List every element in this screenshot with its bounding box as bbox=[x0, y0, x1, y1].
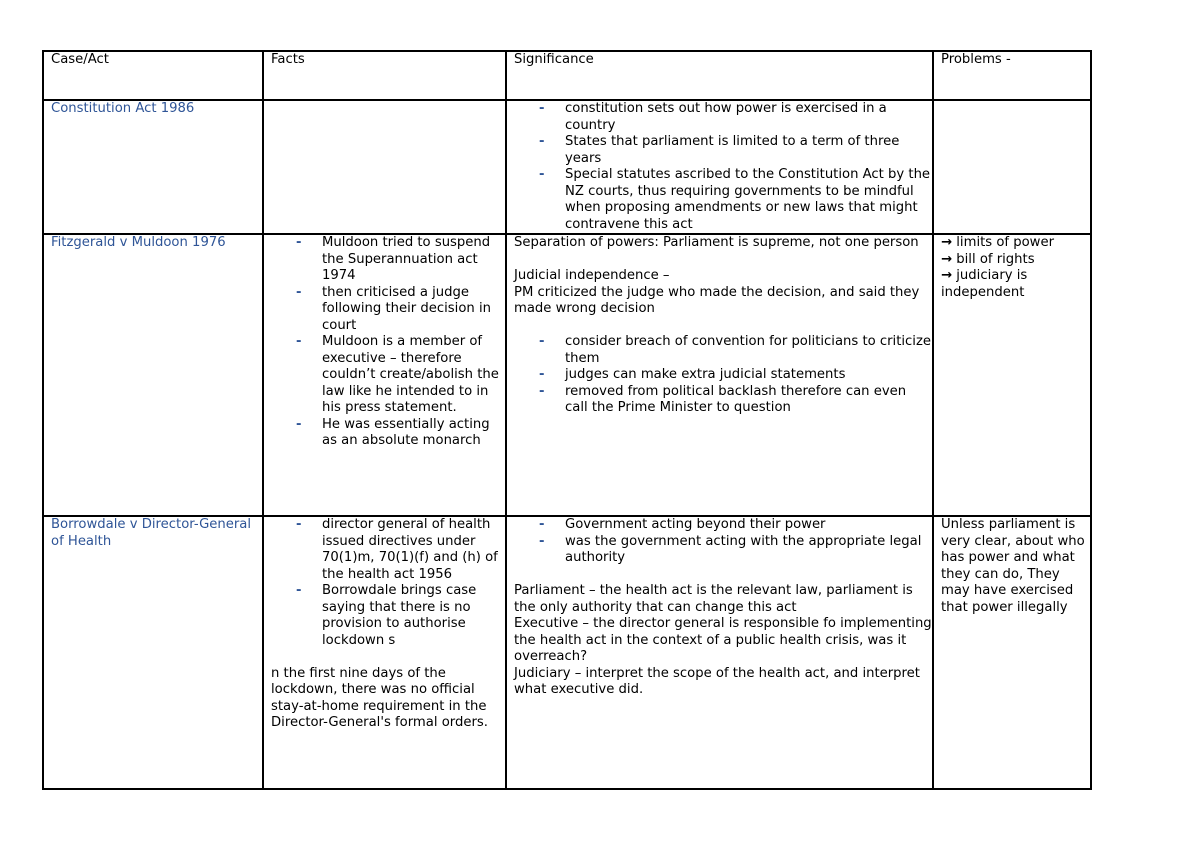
problems-cell bbox=[933, 100, 1091, 234]
list-item: - removed from political backlash therefore can even call the Prime Minister to question bbox=[514, 384, 932, 417]
case-name: Borrowdale v Director-General of Health bbox=[43, 516, 263, 789]
right-arrow-icon: → bbox=[941, 268, 953, 283]
facts-cell bbox=[263, 234, 506, 516]
facts-list bbox=[271, 517, 505, 649]
significance-line: Parliament – the health act is the relevant law, parliament is the only authority that can change this act bbox=[514, 583, 913, 615]
problem-item: → limits of power bbox=[941, 235, 1054, 250]
problems-cell bbox=[933, 234, 1091, 516]
table-row bbox=[43, 100, 1091, 234]
significance-cell bbox=[506, 100, 933, 234]
right-arrow-icon: → bbox=[941, 235, 953, 250]
list-item: - States that parliament is limited to a term of three years bbox=[514, 134, 932, 167]
list-item: - Special statutes ascribed to the Constitution Act by the NZ courts, thus requiring governments to be mindful when proposing amendments or new laws that might contravene this act bbox=[514, 167, 932, 233]
problems-cell bbox=[933, 516, 1091, 789]
case-name: Fitzgerald v Muldoon 1976 bbox=[43, 234, 263, 516]
facts-cell bbox=[263, 516, 506, 789]
header-facts: Facts bbox=[263, 51, 506, 100]
significance-list bbox=[514, 517, 932, 567]
header-problems: Problems - bbox=[933, 51, 1091, 100]
list-item: - was the government acting with the appropriate legal authority bbox=[514, 534, 932, 567]
significance-line: Executive – the director general is responsible fo implementing the health act in the context of a public health crisis, was it overreach? bbox=[514, 616, 932, 664]
significance-list bbox=[514, 334, 932, 417]
significance-list bbox=[514, 101, 932, 233]
significance-text: PM criticized the judge who made the decision, and said they made wrong decision bbox=[514, 284, 920, 316]
list-item: - director general of health issued directives under 70(1)m, 70(1)(f) and (h) of the health act 1956 bbox=[271, 517, 505, 583]
problems-text: Unless parliament is very clear, about who has power and what they can do, They may have exercised that power illegally bbox=[941, 517, 1085, 615]
significance-cell bbox=[506, 234, 933, 516]
header-case-act: Case/Act bbox=[43, 51, 263, 100]
significance-heading: Judicial independence – bbox=[514, 268, 670, 283]
list-item: - Muldoon tried to suspend the Superannuation act 1974 bbox=[271, 235, 505, 285]
list-item: - He was essentially acting as an absolute monarch bbox=[271, 417, 505, 450]
case-table bbox=[42, 50, 1092, 790]
header-significance: Significance bbox=[506, 51, 933, 100]
list-item: - consider breach of convention for politicians to criticize them bbox=[514, 334, 932, 367]
list-item: - Government acting beyond their power bbox=[514, 517, 932, 534]
table-row bbox=[43, 234, 1091, 516]
list-item: - Muldoon is a member of executive – therefore couldn’t create/abolish the law like he intended to in his press statement. bbox=[271, 334, 505, 417]
facts-paragraph: n the first nine days of the lockdown, there was no official stay-at-home requirement in the Director-General's formal orders. bbox=[271, 665, 488, 730]
significance-line: Judiciary – interpret the scope of the health act, and interpret what executive did. bbox=[514, 665, 920, 697]
list-item: - then criticised a judge following their decision in court bbox=[271, 285, 505, 335]
case-name: Constitution Act 1986 bbox=[43, 100, 263, 234]
significance-cell bbox=[506, 516, 933, 789]
list-item: - Borrowdale brings case saying that there is no provision to authorise lockdown s bbox=[271, 583, 505, 649]
facts-list bbox=[271, 235, 505, 450]
header-row bbox=[43, 51, 1091, 100]
list-item: - judges can make extra judicial statements bbox=[514, 367, 932, 384]
table-row bbox=[43, 516, 1091, 789]
problem-item: → judiciary is independent bbox=[941, 268, 1028, 300]
list-item: - constitution sets out how power is exercised in a country bbox=[514, 101, 932, 134]
problem-item: → bill of rights bbox=[941, 251, 1035, 267]
significance-intro: Separation of powers: Parliament is supreme, not one person bbox=[514, 235, 919, 250]
facts-cell bbox=[263, 100, 506, 234]
right-arrow-icon: → bbox=[941, 251, 953, 267]
